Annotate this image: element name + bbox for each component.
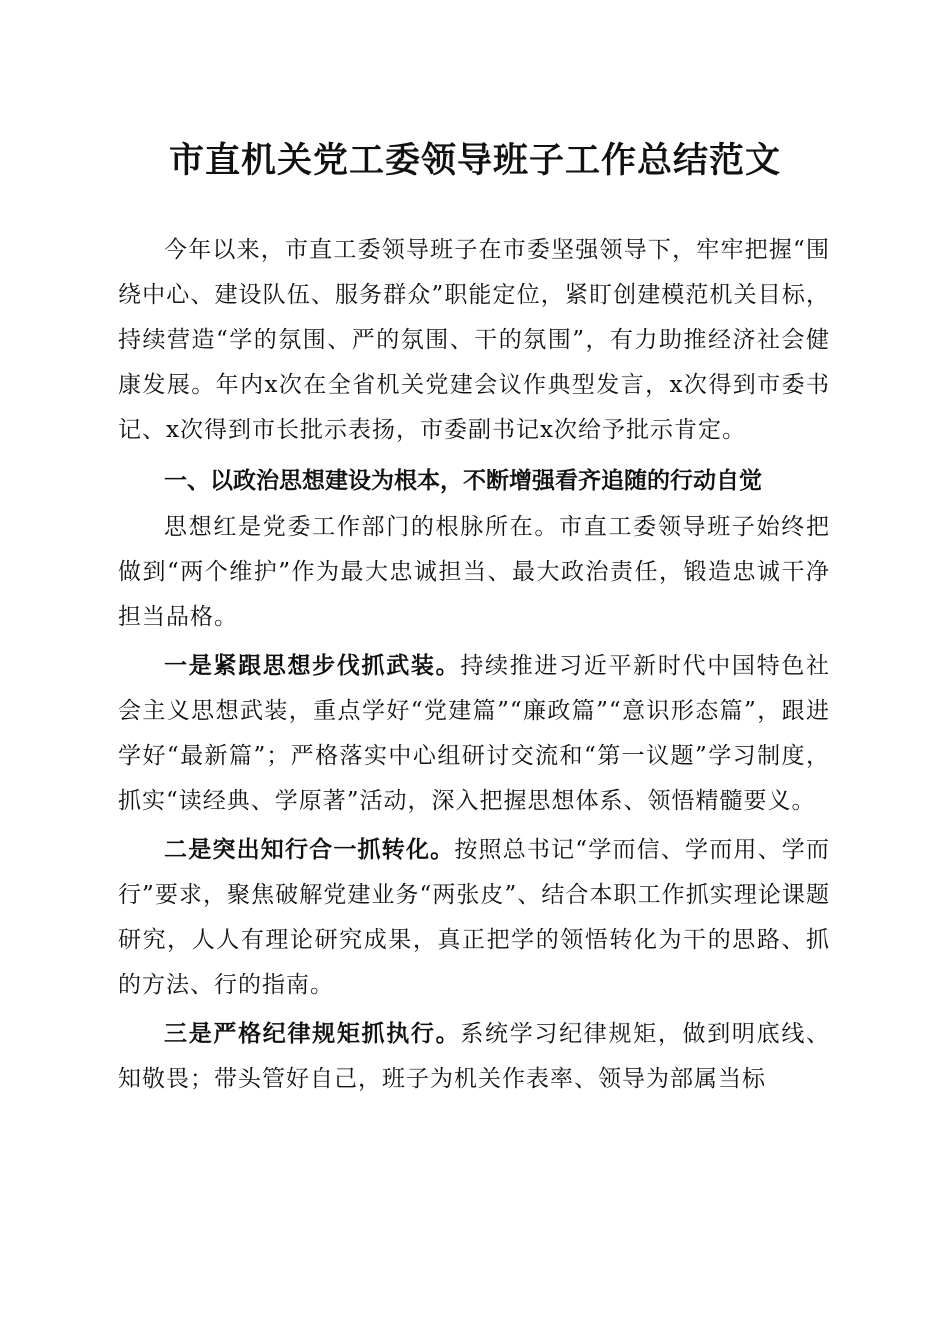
item-text-1: 持续推进习近平新时代中国特色社会主义思想武装，重点学好“党建篇”“廉政篇”“意识形态篇”，跟进学好“最新篇”；严格落实中心组研讨交流和“第一议题”学习制度，抓实“读经典、学原著”活动，深入把握思想体系、领悟精髓要义。 xyxy=(118,653,831,814)
intro-paragraph: 今年以来，市直工委领导班子在市委坚强领导下，牢牢把握“围绕中心、建设队伍、服务群众”职能定位，紧盯创建模范机关目标，持续营造“学的氛围、严的氛围、干的氛围”，有力助推经济社会健康发展。年内x次在全省机关党建会议作典型发言，x次得到市委书记、x次得到市长批示表扬，市委副书记x次给予批示肯定。 xyxy=(118,237,830,443)
item-paragraph-3 xyxy=(118,1012,830,1102)
item-paragraph-1 xyxy=(118,644,830,824)
section-heading: 一、以政治思想建设为根本，不断增强看齐追随的行动自觉 xyxy=(164,468,762,494)
document-title: 市直机关党工委领导班子工作总结范文 xyxy=(168,140,781,181)
document-body xyxy=(118,228,830,1106)
item-lead-1: 一是紧跟思想步伐抓武装。 xyxy=(164,653,461,679)
item-lead-2: 二是突出知行合一抓转化。 xyxy=(164,837,455,863)
item-text-3: 系统学习纪律规矩，做到明底线、知敬畏；带头管好自己，班子为机关作表率、领导为部属当标 xyxy=(118,1021,831,1092)
section-summary-paragraph: 思想红是党委工作部门的根脉所在。市直工委领导班子始终把做到“两个维护”作为最大忠诚担当、最大政治责任，锻造忠诚干净担当品格。 xyxy=(118,514,830,630)
item-lead-3: 三是严格纪律规矩抓执行。 xyxy=(164,1021,461,1047)
item-paragraph-2 xyxy=(118,828,830,1008)
item-text-2: 按照总书记“学而信、学而用、学而行”要求，聚焦破解党建业务“两张皮”、结合本职工作抓实理论课题研究，人人有理论研究成果，真正把学的领悟转化为干的思路、抓的方法、行的指南。 xyxy=(118,837,830,998)
